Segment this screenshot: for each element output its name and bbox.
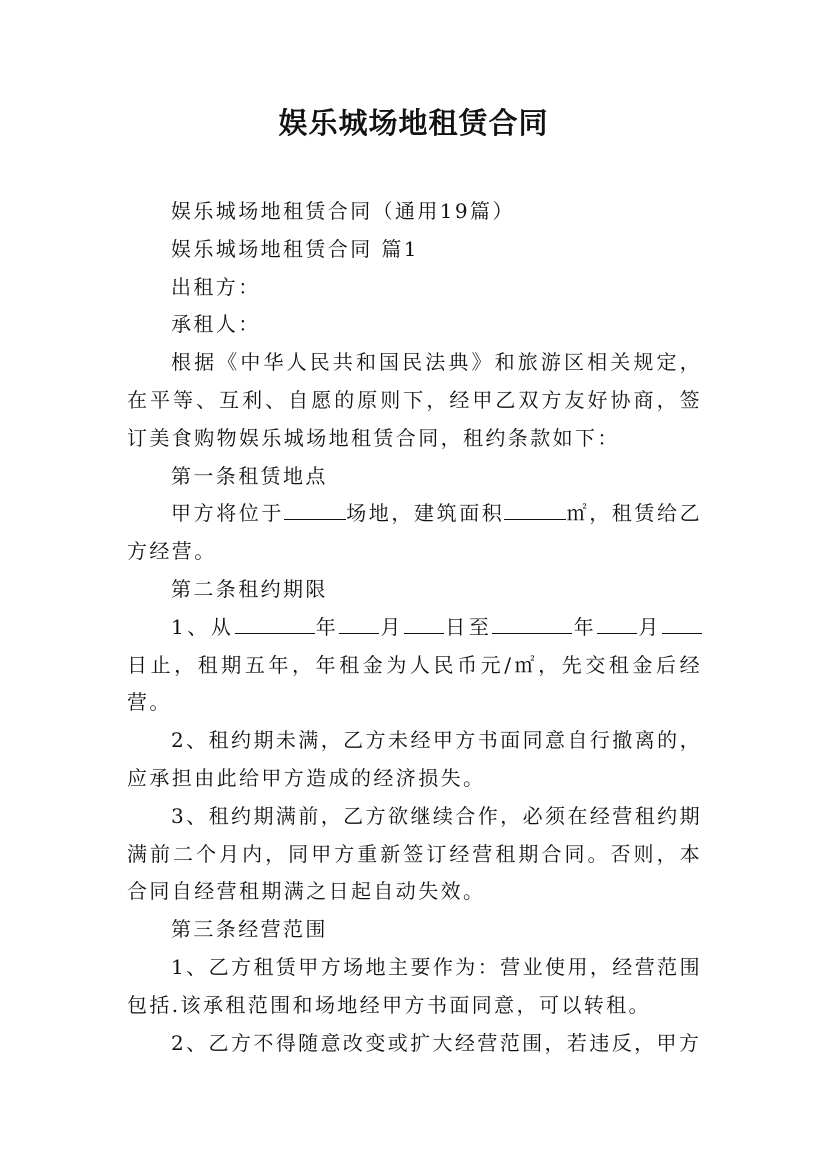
paragraph-section-heading: 娱乐城场地租赁合同 篇1 [171,236,419,261]
paragraph-article-2-heading: 第二条租约期限 [171,576,328,601]
blank-underline [404,613,444,634]
blank-underline [504,499,566,520]
text-segment: 场地，建筑面积 [346,501,505,526]
paragraph-subtitle: 娱乐城场地租赁合同（通用19篇） [171,199,515,223]
text-segment: 日止，租期五年，年租金为人民币元/㎡，先交租金后经营。 [127,652,702,715]
paragraph-article-3-heading: 第三条经营范围 [171,917,328,942]
blank-underline [339,613,379,634]
paragraph-article-2-item-2: 2、租约期未满，乙方未经甲方书面同意自行撤离的，应承担由此给甲方造成的经济损失。 [127,728,702,790]
paragraph-preamble: 根据《中华人民共和国民法典》和旅游区相关规定，在平等、互利、自愿的原则下，经甲乙双方友好协商，签订美食购物娱乐城场地租赁合同，租约条款如下： [127,350,702,450]
text-segment: 1、从 [171,614,235,639]
text-segment: ㎡，租赁给乙方经营。 [127,501,703,564]
blank-underline [662,613,702,634]
text-segment: 年 [314,614,340,639]
paragraph-article-1-body [127,495,702,571]
paragraph-article-2-item-3: 3、租约期满前，乙方欲继续合作，必须在经营租约期满前二个月内，同甲方重新签订经营租期合同。否则，本合同自经营租期满之日起自动失效。 [127,803,702,904]
text-segment: 月 [637,614,662,639]
paragraph-lessee: 承租人： [171,312,261,337]
blank-underline [597,613,637,634]
text-segment: 日至 [444,614,493,639]
paragraph-lessor: 出租方： [171,274,261,299]
blank-underline [284,499,346,520]
document-body [127,193,702,1062]
paragraph-article-2-item-1 [127,609,702,722]
blank-underline [235,613,315,634]
paragraph-article-3-item-2: 2、乙方不得随意改变或扩大经营范围，若违反，甲方 [171,1030,702,1055]
document-title: 娱乐城场地租赁合同 [278,106,549,140]
blank-underline [492,613,572,634]
text-segment: 月 [379,614,405,639]
paragraph-article-1-heading: 第一条租赁地点 [171,463,328,488]
paragraph-article-3-item-1: 1、乙方租赁甲方场地主要作为：营业使用，经营范围包括.该承租范围和场地经甲方书面同意，可以转租。 [127,954,702,1017]
text-segment: 年 [572,614,598,639]
text-segment: 甲方将位于 [171,501,284,526]
